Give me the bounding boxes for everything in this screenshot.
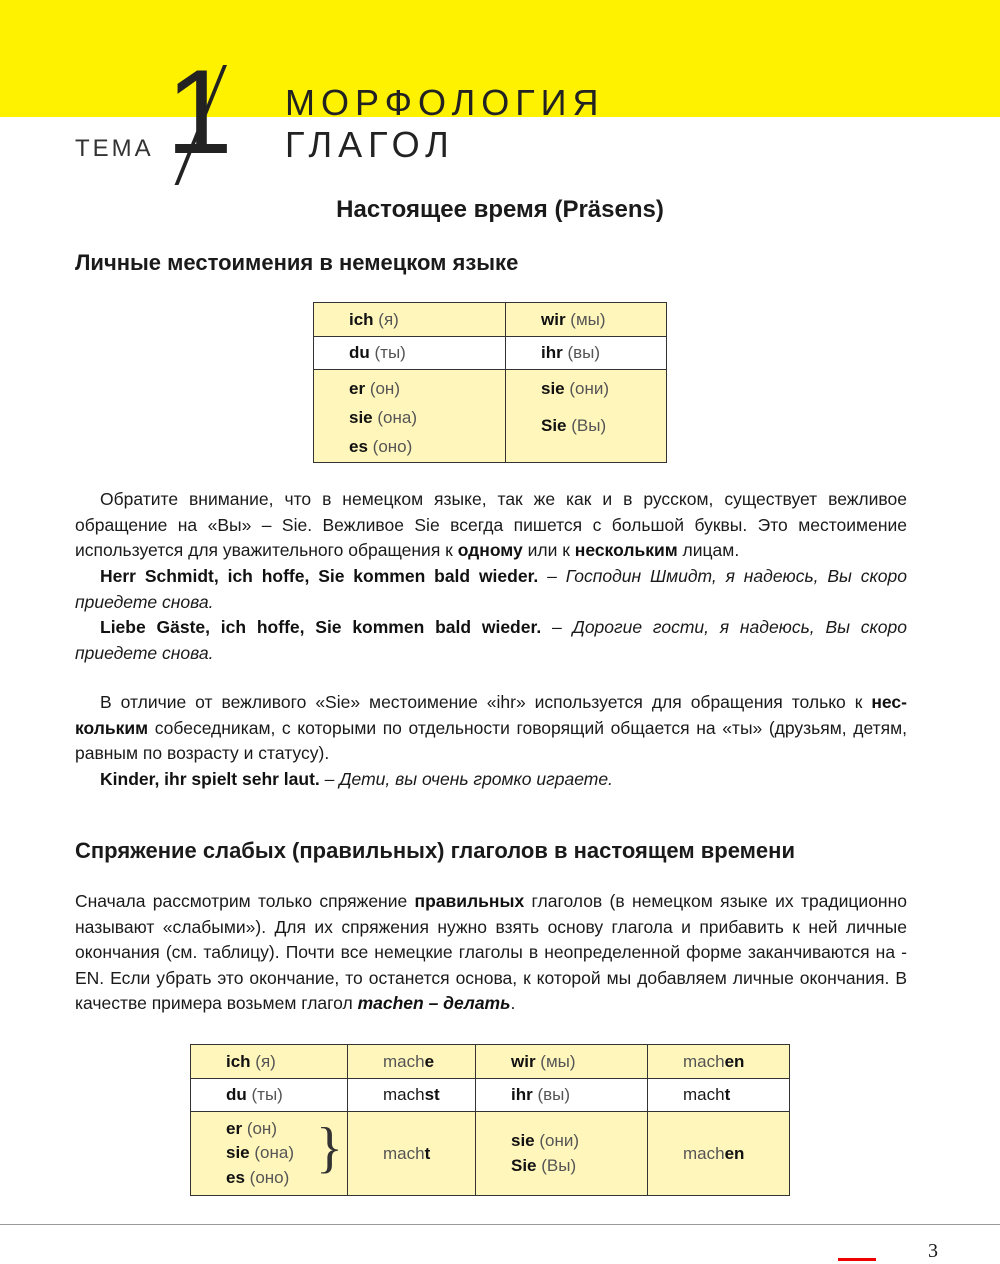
c2-du: du (ты) [191, 1079, 348, 1112]
c2-wir: wir (мы) [476, 1045, 648, 1079]
paragraph-ihr: В отличие от вежливого «Sie» местоимение «ihr» используется для обращения только к нес-кольким собеседникам, с которыми по отдельности говорящий общается на «ты» (друзьям, детям, равным по возрасту и статусу). [75, 692, 907, 763]
c2-ich: ich (я) [191, 1045, 348, 1079]
c2-machst: machst [348, 1079, 476, 1112]
cell-du: du (ты) [314, 337, 506, 370]
topic-title-line2: ГЛАГОЛ [285, 124, 455, 165]
c2-sie-Sie: sie (они) Sie (Вы) [476, 1112, 648, 1196]
cell-er-sie-es: er (он) sie (она) es (оно) [314, 370, 506, 463]
cell-wir: wir (мы) [506, 303, 667, 337]
cell-ich: ich (я) [314, 303, 506, 337]
example-1: Herr Schmidt, ich hoffe, Sie kommen bald wieder. – Господин Шмидт, я надеюсь, Вы скоро приедете снова. [75, 566, 907, 612]
c2-er-sie-es: er (он) sie (она) es (оно) } [191, 1112, 348, 1196]
section-title: Настоящее время (Präsens) [336, 196, 664, 223]
topic-label: ТЕМА [75, 135, 154, 162]
c2-ihr: ihr (вы) [476, 1079, 648, 1112]
c2-machen-sie: machen [648, 1112, 790, 1196]
c2-macht-ihr: macht [648, 1079, 790, 1112]
paragraph-polite-form: Обратите внимание, что в немецком языке, так же как и в русском, существует вежливое обращение на «Вы» – Sie. Вежливое Sie всегда пишется с большой буквы. Это местоимение используется для уважительного обращения к одному или к нескольким лицам. [75, 489, 907, 560]
c2-mache: mache [348, 1045, 476, 1079]
example-2: Liebe Gäste, ich hoffe, Sie kommen bald wieder. – Дорогие гости, я надеюсь, Вы скоро приедете снова. [75, 617, 907, 663]
pronouns-table [313, 302, 667, 463]
conjugation-heading: Спряжение слабых (правильных) глаголов в настоящем времени [75, 838, 795, 863]
c2-macht-er: macht [348, 1112, 476, 1196]
topic-title-line1: МОРФОЛОГИЯ [285, 82, 605, 123]
footer-rule [0, 1224, 1000, 1225]
footer-mark [838, 1258, 876, 1261]
brace-icon: } [316, 1117, 343, 1179]
page-number: 3 [928, 1240, 938, 1262]
pronouns-heading: Личные местоимения в немецком языке [75, 250, 519, 275]
cell-sie-Sie: sie (они) Sie (Вы) [506, 370, 667, 463]
cell-ihr: ihr (вы) [506, 337, 667, 370]
topic-number: 1 [166, 45, 233, 179]
example-3: Kinder, ihr spielt sehr laut. – Дети, вы очень громко играете. [100, 769, 613, 789]
paragraph-conjugation: Сначала рассмотрим только спряжение правильных глаголов (в немецком языке их традиционно называют «слабыми»). Для их спряжения нужно взять основу глагола и прибавить к ней личные окончания (см. таблицу). Почти все немецкие глаголы в неопределенной форме заканчиваются на -EN. Если убрать это окончание, то останется основа, к которой мы добавляем личные окончания. В качестве примера возьмем глагол machen – делать. [75, 891, 907, 1013]
conjugation-table [190, 1044, 790, 1196]
c2-machen-wir: machen [648, 1045, 790, 1079]
